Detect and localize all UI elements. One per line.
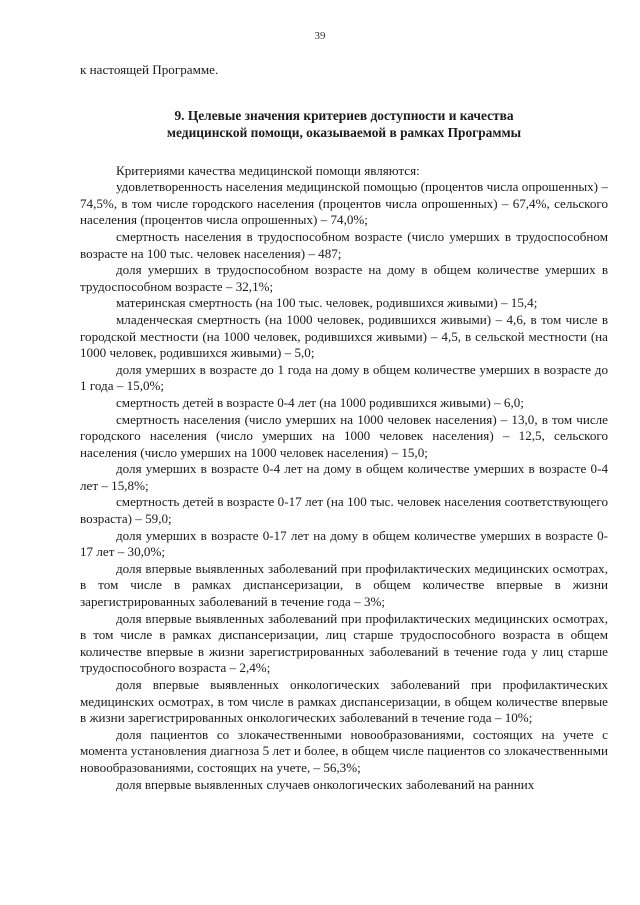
- paragraph: доля впервые выявленных случаев онкологических заболеваний на ранних: [116, 776, 535, 792]
- section-heading-line-2: медицинской помощи, оказываемой в рамках Программы: [166, 124, 522, 140]
- paragraph: доля впервые выявленных заболеваний при профилактических медицинских осмотрах, в том числе в рамках диспансеризации, в общем количестве впервые в жизни зарегистрированных заболеваний в течение года – 3%;: [80, 560, 608, 610]
- paragraph: смертность детей в возрасте 0-17 лет (на 100 тыс. человек населения соответствующего возраста) – 59,0;: [80, 494, 608, 527]
- paragraph: смертность населения в трудоспособном возрасте (число умерших в трудоспособном возрасте на 100 тыс. человек населения) – 487;: [80, 228, 608, 261]
- paragraph: удовлетворенность населения медицинской помощью (процентов числа опрошенных) – 74,5%, в том числе городского населения (процентов числа опрошенных) – 67,4%, сельского населения (процентов числа опрошенных) – 74,0%;: [80, 179, 608, 228]
- paragraph-intro: Критериями качества медицинской помощи являются:: [116, 162, 420, 178]
- paragraph: материнская смертность (на 100 тыс. человек, родившихся живыми) – 15,4;: [116, 295, 538, 311]
- paragraph: доля умерших в трудоспособном возрасте на дому в общем количестве умерших в трудоспособном возрасте – 32,1%;: [80, 262, 608, 294]
- continuation-text: к настоящей Программе.: [80, 62, 219, 77]
- paragraph: смертность населения (число умерших на 1000 человек населения) – 13,0, в том числе городского населения (число умерших на 1000 человек населения) – 12,5, сельского населения (число умерших на 1000 человек населения) – 15,0;: [80, 411, 608, 460]
- paragraph: младенческая смертность (на 1000 человек, родившихся живыми) – 4,6, в том числе в городской местности (на 1000 человек, родившихся живыми) – 4,5, в сельской местности (на 1000 человек, родившихся живыми) – 5,0;: [80, 311, 608, 361]
- paragraph: доля умерших в возрасте 0-17 лет на дому в общем количестве умерших в возрасте 0-17 лет – 30,0%;: [80, 527, 608, 560]
- paragraph: доля впервые выявленных заболеваний при профилактических медицинских осмотрах, в том числе в рамках диспансеризации, лиц старше трудоспособного возраста в общем количестве впервые в жизни зарегистрированных заболеваний в течение года у лиц старше трудоспособного возраста – 2,4%;: [80, 610, 608, 676]
- paragraph: доля впервые выявленных онкологических заболеваний при профилактических медицинских осмотрах, в том числе в рамках диспансеризации, в общем количестве впервые в жизни зарегистрированных онкологических заболеваний в течение года – 10%;: [80, 677, 608, 726]
- paragraph: доля умерших в возрасте до 1 года на дому в общем количестве умерших в возрасте до 1 года – 15,0%;: [80, 361, 608, 394]
- paragraph: доля пациентов со злокачественными новообразованиями, состоящих на учете с момента установления диагноза 5 лет и более, в общем числе пациентов со злокачественными новообразованиями, состоящих на учете, – 56,3%;: [80, 726, 608, 775]
- section-heading: [80, 107, 608, 141]
- page-number: 39: [314, 30, 326, 42]
- paragraph: смертность детей в возрасте 0-4 лет (на 1000 родившихся живыми) – 6,0;: [116, 394, 524, 410]
- document-body: [80, 62, 608, 793]
- paragraph: доля умерших в возрасте 0-4 лет на дому в общем количестве умерших в возрасте 0-4 лет – 15,8%;: [80, 461, 608, 493]
- section-heading-line-1: 9. Целевые значения критериев доступности и качества: [174, 107, 514, 123]
